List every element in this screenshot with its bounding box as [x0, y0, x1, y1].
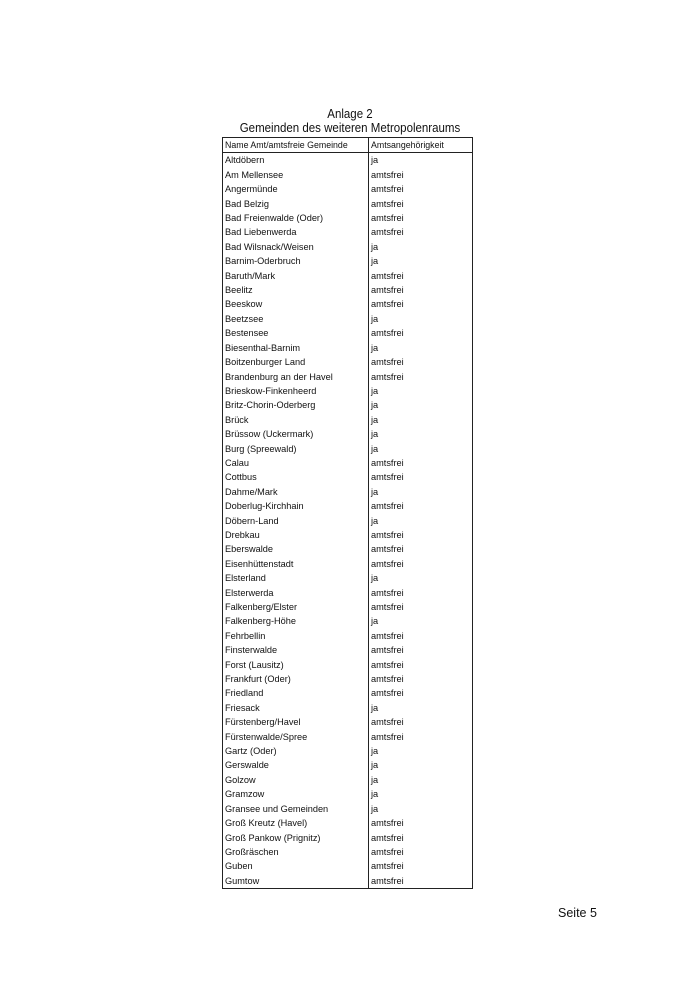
- affiliation-cell: ja: [369, 773, 473, 787]
- affiliation-cell: amtsfrei: [369, 211, 473, 225]
- table-row: [223, 499, 473, 513]
- municipality-name-cell: Frankfurt (Oder): [223, 672, 369, 686]
- municipality-name-cell: Bad Liebenwerda: [223, 225, 369, 239]
- affiliation-cell: amtsfrei: [369, 672, 473, 686]
- table-row: [223, 758, 473, 772]
- column-header-affiliation: Amtsangehörigkeit: [369, 138, 473, 153]
- table-row: [223, 326, 473, 340]
- affiliation-cell: amtsfrei: [369, 557, 473, 571]
- table-row: [223, 182, 473, 196]
- table-row: [223, 629, 473, 643]
- municipality-name-cell: Doberlug-Kirchhain: [223, 499, 369, 513]
- affiliation-cell: ja: [369, 413, 473, 427]
- municipality-name-cell: Cottbus: [223, 470, 369, 484]
- table-row: [223, 571, 473, 585]
- table-row: [223, 730, 473, 744]
- municipality-name-cell: Fürstenwalde/Spree: [223, 730, 369, 744]
- affiliation-cell: amtsfrei: [369, 225, 473, 239]
- column-header-name: Name Amt/amtsfreie Gemeinde: [223, 138, 369, 153]
- affiliation-cell: ja: [369, 787, 473, 801]
- table-row: [223, 701, 473, 715]
- affiliation-cell: amtsfrei: [369, 859, 473, 873]
- affiliation-cell: amtsfrei: [369, 600, 473, 614]
- affiliation-cell: amtsfrei: [369, 197, 473, 211]
- document-subtitle: Gemeinden des weiteren Metropolenraums: [239, 121, 461, 135]
- table-row: [223, 600, 473, 614]
- municipality-name-cell: Groß Kreutz (Havel): [223, 816, 369, 830]
- municipality-name-cell: Baruth/Mark: [223, 269, 369, 283]
- table-row: [223, 197, 473, 211]
- table-row: [223, 542, 473, 556]
- municipality-name-cell: Burg (Spreewald): [223, 442, 369, 456]
- table-row: [223, 211, 473, 225]
- table-row: [223, 297, 473, 311]
- affiliation-cell: ja: [369, 398, 473, 412]
- municipality-name-cell: Bad Freienwalde (Oder): [223, 211, 369, 225]
- affiliation-cell: ja: [369, 744, 473, 758]
- table-row: [223, 442, 473, 456]
- municipality-name-cell: Bestensee: [223, 326, 369, 340]
- municipality-name-cell: Beeskow: [223, 297, 369, 311]
- municipality-name-cell: Dahme/Mark: [223, 485, 369, 499]
- affiliation-cell: ja: [369, 802, 473, 816]
- table-row: [223, 341, 473, 355]
- table-row: [223, 470, 473, 484]
- municipality-name-cell: Britz-Chorin-Oderberg: [223, 398, 369, 412]
- table-row: [223, 456, 473, 470]
- affiliation-cell: ja: [369, 701, 473, 715]
- table-row: [223, 658, 473, 672]
- municipality-name-cell: Fehrbellin: [223, 629, 369, 643]
- municipality-name-cell: Barnim-Oderbruch: [223, 254, 369, 268]
- table-header-row: [223, 138, 473, 153]
- table-row: [223, 831, 473, 845]
- table-row: [223, 269, 473, 283]
- affiliation-cell: amtsfrei: [369, 470, 473, 484]
- municipality-name-cell: Biesenthal-Barnim: [223, 341, 369, 355]
- table-row: [223, 427, 473, 441]
- affiliation-cell: ja: [369, 514, 473, 528]
- municipality-name-cell: Friedland: [223, 686, 369, 700]
- municipality-name-cell: Großräschen: [223, 845, 369, 859]
- table-row: [223, 254, 473, 268]
- municipality-name-cell: Gramzow: [223, 787, 369, 801]
- affiliation-cell: ja: [369, 442, 473, 456]
- municipality-name-cell: Eisenhüttenstadt: [223, 557, 369, 571]
- table-row: [223, 744, 473, 758]
- municipalities-table: [222, 137, 473, 889]
- table-row: [223, 643, 473, 657]
- municipality-name-cell: Groß Pankow (Prignitz): [223, 831, 369, 845]
- municipality-name-cell: Beetzsee: [223, 312, 369, 326]
- table-row: [223, 528, 473, 542]
- municipality-name-cell: Finsterwalde: [223, 643, 369, 657]
- municipality-name-cell: Altdöbern: [223, 153, 369, 168]
- municipality-name-cell: Drebkau: [223, 528, 369, 542]
- affiliation-cell: amtsfrei: [369, 831, 473, 845]
- page-number: Seite 5: [558, 906, 597, 920]
- affiliation-cell: amtsfrei: [369, 874, 473, 889]
- table-row: [223, 715, 473, 729]
- affiliation-cell: amtsfrei: [369, 499, 473, 513]
- affiliation-cell: ja: [369, 254, 473, 268]
- municipality-name-cell: Eberswalde: [223, 542, 369, 556]
- affiliation-cell: amtsfrei: [369, 326, 473, 340]
- affiliation-cell: amtsfrei: [369, 658, 473, 672]
- municipality-name-cell: Elsterwerda: [223, 586, 369, 600]
- municipality-name-cell: Fürstenberg/Havel: [223, 715, 369, 729]
- table-row: [223, 312, 473, 326]
- affiliation-cell: amtsfrei: [369, 297, 473, 311]
- municipality-name-cell: Am Mellensee: [223, 168, 369, 182]
- municipality-name-cell: Döbern-Land: [223, 514, 369, 528]
- table-row: [223, 614, 473, 628]
- affiliation-cell: ja: [369, 153, 473, 168]
- table-row: [223, 370, 473, 384]
- affiliation-cell: ja: [369, 312, 473, 326]
- table-row: [223, 874, 473, 889]
- affiliation-cell: ja: [369, 758, 473, 772]
- affiliation-cell: amtsfrei: [369, 715, 473, 729]
- municipality-name-cell: Guben: [223, 859, 369, 873]
- affiliation-cell: amtsfrei: [369, 542, 473, 556]
- table-row: [223, 802, 473, 816]
- municipality-name-cell: Beelitz: [223, 283, 369, 297]
- affiliation-cell: amtsfrei: [369, 586, 473, 600]
- table-row: [223, 384, 473, 398]
- affiliation-cell: ja: [369, 240, 473, 254]
- affiliation-cell: amtsfrei: [369, 845, 473, 859]
- affiliation-cell: ja: [369, 571, 473, 585]
- affiliation-cell: amtsfrei: [369, 730, 473, 744]
- table-row: [223, 816, 473, 830]
- affiliation-cell: ja: [369, 341, 473, 355]
- affiliation-cell: amtsfrei: [369, 643, 473, 657]
- municipality-name-cell: Gerswalde: [223, 758, 369, 772]
- municipality-name-cell: Brück: [223, 413, 369, 427]
- municipality-name-cell: Friesack: [223, 701, 369, 715]
- municipality-name-cell: Forst (Lausitz): [223, 658, 369, 672]
- municipality-name-cell: Falkenberg-Höhe: [223, 614, 369, 628]
- affiliation-cell: ja: [369, 384, 473, 398]
- table-row: [223, 859, 473, 873]
- municipality-name-cell: Calau: [223, 456, 369, 470]
- affiliation-cell: amtsfrei: [369, 686, 473, 700]
- table-row: [223, 686, 473, 700]
- affiliation-cell: amtsfrei: [369, 528, 473, 542]
- municipality-name-cell: Falkenberg/Elster: [223, 600, 369, 614]
- table-row: [223, 413, 473, 427]
- municipality-name-cell: Bad Wilsnack/Weisen: [223, 240, 369, 254]
- affiliation-cell: amtsfrei: [369, 370, 473, 384]
- affiliation-cell: amtsfrei: [369, 816, 473, 830]
- municipality-name-cell: Bad Belzig: [223, 197, 369, 211]
- table-row: [223, 355, 473, 369]
- affiliation-cell: amtsfrei: [369, 269, 473, 283]
- affiliation-cell: amtsfrei: [369, 168, 473, 182]
- affiliation-cell: ja: [369, 427, 473, 441]
- table-row: [223, 283, 473, 297]
- affiliation-cell: amtsfrei: [369, 283, 473, 297]
- municipality-name-cell: Elsterland: [223, 571, 369, 585]
- municipality-name-cell: Brieskow-Finkenheerd: [223, 384, 369, 398]
- table-row: [223, 153, 473, 168]
- affiliation-cell: amtsfrei: [369, 456, 473, 470]
- municipality-name-cell: Golzow: [223, 773, 369, 787]
- table-row: [223, 240, 473, 254]
- municipality-name-cell: Gartz (Oder): [223, 744, 369, 758]
- table-row: [223, 485, 473, 499]
- municipality-name-cell: Brandenburg an der Havel: [223, 370, 369, 384]
- affiliation-cell: ja: [369, 485, 473, 499]
- table-row: [223, 787, 473, 801]
- affiliation-cell: ja: [369, 614, 473, 628]
- affiliation-cell: amtsfrei: [369, 182, 473, 196]
- table-row: [223, 773, 473, 787]
- municipality-name-cell: Gransee und Gemeinden: [223, 802, 369, 816]
- table-body: [223, 153, 473, 889]
- document-title: Anlage 2: [327, 107, 373, 121]
- table-row: [223, 672, 473, 686]
- table-row: [223, 586, 473, 600]
- table-row: [223, 225, 473, 239]
- table-row: [223, 168, 473, 182]
- municipality-name-cell: Angermünde: [223, 182, 369, 196]
- table-row: [223, 398, 473, 412]
- municipality-name-cell: Boitzenburger Land: [223, 355, 369, 369]
- table-row: [223, 514, 473, 528]
- table-row: [223, 557, 473, 571]
- affiliation-cell: amtsfrei: [369, 355, 473, 369]
- affiliation-cell: amtsfrei: [369, 629, 473, 643]
- table-row: [223, 845, 473, 859]
- municipality-name-cell: Gumtow: [223, 874, 369, 889]
- municipality-name-cell: Brüssow (Uckermark): [223, 427, 369, 441]
